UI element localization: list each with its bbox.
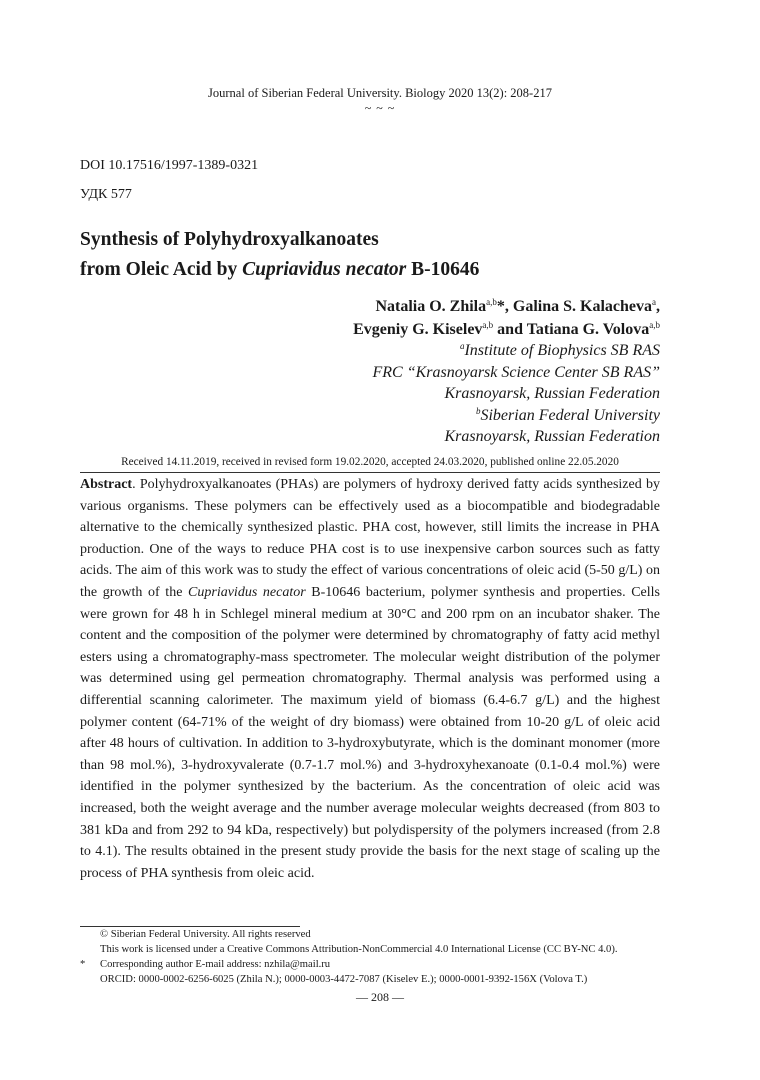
footnote-orcid: ORCID: 0000-0002-6256-6025 (Zhila N.); 0000-0003-4472-7087 (Kiselev E.); 0000-0001-9392-156X (Volova T.) <box>100 974 588 985</box>
abstract-label: Abstract <box>80 477 133 492</box>
affiliation-b-line-2: Krasnoyarsk, Russian Federation <box>444 428 660 446</box>
journal-header: Journal of Siberian Federal University. Biology 2020 13(2): 208-217 <box>208 86 552 100</box>
author-separator: , <box>656 298 660 315</box>
author-affil-sup: a,b <box>482 320 494 330</box>
title-line-2-suffix: B-10646 <box>406 259 480 280</box>
author-name: Tatiana G. Volova <box>526 321 650 338</box>
footnote-divider <box>80 926 300 927</box>
title-line-2 <box>80 255 680 285</box>
abstract-species: Cupriavidus necator <box>188 584 306 600</box>
title-line-2-prefix: from Oleic Acid by <box>80 259 243 280</box>
author-separator: and <box>493 321 527 338</box>
doi: DOI 10.17516/1997-1389-0321 <box>80 158 259 173</box>
affiliation-a-line-3: Krasnoyarsk, Russian Federation <box>444 385 660 403</box>
article-title <box>80 225 680 285</box>
author-name: Galina S. Kalacheva <box>512 298 652 315</box>
affiliation-sup: b <box>475 405 481 416</box>
udk-code: УДК 577 <box>80 187 132 202</box>
author-list <box>353 295 660 341</box>
author-affil-sup: a <box>652 297 656 307</box>
footnote-copyright: © Siberian Federal University. All rights reserved <box>100 929 311 940</box>
author-affil-sup: a,b <box>649 320 660 330</box>
affiliation-text: Institute of Biophysics SB RAS <box>464 342 660 359</box>
footnote-license: This work is licensed under a Creative Commons Attribution-NonCommercial 4.0 International License (CC BY-NC 4.0). <box>100 944 618 955</box>
header-ornament: ~ ~ ~ <box>364 101 396 115</box>
affiliation-a-line-1 <box>372 340 660 362</box>
divider <box>80 472 660 473</box>
abstract-text-1: . Polyhydroxyalkanoates (PHAs) are polymers of hydroxy derived fatty acids synthesized by various organisms. These polymers can be effectively used as a biocompatible and biodegradable alternative to the chemically synthesized plastic. PHA cost, however, still limits the increase in PHA production. One of the ways to reduce PHA cost is to use inexpensive carbon sources such as fatty acids. The aim of this work was to study the effect of various concentrations of oleic acid (5-50 g/L) on the growth of the <box>80 477 660 600</box>
footnote-corresponding: Corresponding author E-mail address: nzhila@mail.ru <box>100 959 331 970</box>
footnote-star: * <box>80 959 86 970</box>
affiliation-list <box>372 340 660 448</box>
affiliation-sup: a <box>459 341 465 351</box>
abstract <box>80 474 660 884</box>
author-name: Evgeniy G. Kiselev <box>353 321 483 338</box>
author-affil-sup: a,b <box>486 297 497 307</box>
title-line-1: Synthesis of Polyhydroxyalkanoates <box>80 229 379 250</box>
affiliation-b-line-1 <box>372 405 660 427</box>
corresponding-mark: *, <box>496 298 513 315</box>
abstract-text-2: B-10646 bacterium, polymer synthesis and properties. Cells were grown for 48 h in Schlegel mineral medium at 30°C and 200 rpm on an incubator shaker. The content and the composition of the polymer were determined by chromatography of fatty acid methyl esters using a chromatography-mass spectrometer. The molecular weight distribution of the polymer was determined using gel permeation chromatography. Thermal analysis was performed using a differential scanning calorimeter. The maximum yield of biomass (6.4-6.7 g/L) and the highest polymer content (64-71% of the weight of dry biomass) were obtained from 10-20 g/L of oleic acid after 48 hours of cultivation. In addition to 3-hydroxybutyrate, which is the dominant monomer (more than 98 mol.%), 3-hydroxyvalerate (0.7-1.7 mol.%) and 3-hydroxyhexanoate (0.1-0.4 mol.%) were identified in the polymer synthesized by the bacterium. As the concentration of oleic acid was increased, both the weight average and the number average molecular weights decreased (from 803 to 381 kDa and from 292 to 94 kDa, respectively) but polydispersity of the polymers increased (from 2.8 to 4.1). The results obtained in the present study provide the basis for the next stage of scaling up the process of PHA synthesis from oleic acid. <box>80 584 660 881</box>
page-number: — 208 — <box>356 990 404 1004</box>
author-name: Natalia O. Zhila <box>375 298 487 315</box>
affiliation-a-line-2: FRC “Krasnoyarsk Science Center SB RAS” <box>372 363 660 381</box>
received-dates: Received 14.11.2019, received in revised form 19.02.2020, accepted 24.03.2020, published online 22.05.2020 <box>121 456 619 468</box>
affiliation-text: Siberian Federal University <box>480 406 660 424</box>
author-line-2 <box>353 318 660 341</box>
title-species: Cupriavidus necator <box>242 259 407 280</box>
author-line-1 <box>353 295 660 318</box>
